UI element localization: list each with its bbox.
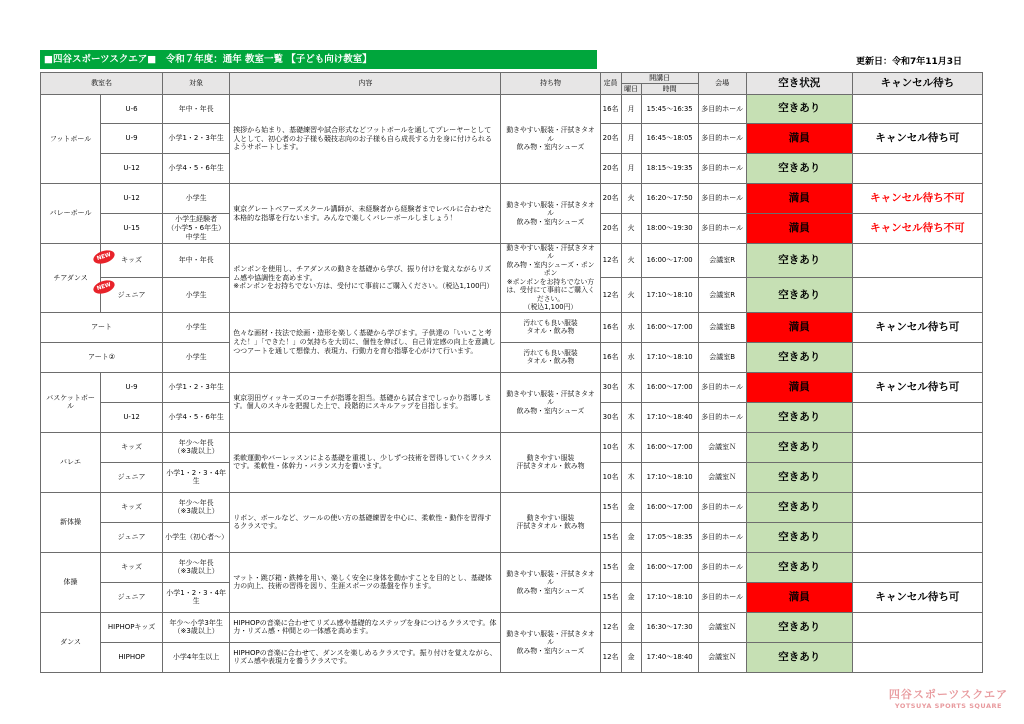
waitlist-text (852, 642, 982, 672)
row-day: 金 (621, 522, 641, 552)
row-time: 16:00～17:00 (641, 552, 698, 582)
waitlist-text (852, 95, 982, 124)
row-day: 水 (621, 342, 641, 372)
row-venue: 多目的ホール (698, 214, 746, 244)
status-badge: 空きあり (746, 642, 852, 672)
items-art2: 汚れても良い服装 タオル・飲み物 (501, 342, 600, 372)
row-venue: 会議室R (698, 278, 746, 312)
row-day: 月 (621, 95, 641, 124)
row-day: 金 (621, 492, 641, 522)
waitlist-text (852, 612, 982, 642)
row-cap: 20名 (600, 184, 621, 214)
status-badge: 満員 (746, 214, 852, 244)
new-badge: NEW (92, 248, 117, 266)
row-sub: ジュニア (101, 582, 163, 612)
row-day: 金 (621, 612, 641, 642)
desc-dance-hiphop: HIPHOPの音楽に合わせて、ダンスを楽しめるクラスです。振り付けを覚えながら、リズム感や表現力を養うクラスです。 (230, 642, 501, 672)
row-venue: 会議室Ｎ (698, 462, 746, 492)
status-badge: 満員 (746, 312, 852, 342)
row-cap: 16名 (600, 342, 621, 372)
status-badge: 満員 (746, 184, 852, 214)
row-venue: 多目的ホール (698, 522, 746, 552)
col-target: 対象 (163, 73, 230, 95)
col-capacity: 定員 (600, 73, 621, 95)
row-cap: 16名 (600, 95, 621, 124)
updated-date: 更新日：令和7年11月3日 (855, 57, 962, 67)
row-venue: 多目的ホール (698, 154, 746, 184)
waitlist-text (852, 522, 982, 552)
items-ballet: 動きやすい服装 汗拭きタオル・飲み物 (501, 432, 600, 492)
status-badge: 空きあり (746, 552, 852, 582)
brand-logo-jp: 四谷スポーツスクエア (888, 688, 1008, 701)
row-time: 16:30～17:30 (641, 612, 698, 642)
row-cap: 10名 (600, 432, 621, 462)
row-venue: 多目的ホール (698, 372, 746, 402)
desc-basketball: 東京羽田ヴィッキーズのコーチが指導を担当。基礎から試合までしっかり指導します。個人のスキルを把握した上で、段階的にスキルアップを目指します。 (230, 372, 501, 432)
row-target: 小学生 (163, 342, 230, 372)
desc-gym: リボン、ボールなど、ツールの使い方の基礎練習を中心に、柔軟性・動作を習得するクラスです。 (230, 492, 501, 552)
class-football: フットボール (41, 95, 101, 184)
row-day: 水 (621, 312, 641, 342)
row-sub: ジュニア (101, 278, 163, 312)
waitlist-text: キャンセル待ち可 (852, 582, 982, 612)
row-cap: 15名 (600, 522, 621, 552)
row-target: 小学1・2・3・4年生 (163, 462, 230, 492)
row-sub: U-9 (101, 124, 163, 154)
row-target: 小学生（初心者～） (163, 522, 230, 552)
row-sub: HIPHOPキッズ (101, 612, 163, 642)
brand-logo (889, 686, 1008, 710)
status-badge: 満員 (746, 372, 852, 402)
row-target: 小学4・5・6年生 (163, 402, 230, 432)
row-target: 小学1・2・3・4年生 (163, 582, 230, 612)
waitlist-text (852, 462, 982, 492)
waitlist-text: キャンセル待ち可 (852, 372, 982, 402)
status-badge: 空きあり (746, 522, 852, 552)
row-time: 16:00～17:00 (641, 372, 698, 402)
row-time: 18:00～19:30 (641, 214, 698, 244)
row-target: 小学生経験者 （小学5・6年生） 中学生 (163, 214, 230, 244)
row-venue: 多目的ホール (698, 124, 746, 154)
row-venue: 会議室R (698, 244, 746, 278)
row-day: 火 (621, 214, 641, 244)
row-sub: キッズ (101, 552, 163, 582)
status-badge: 空きあり (746, 95, 852, 124)
desc-cheer: ポンポンを使用し、チアダンスの動きを基礎から学び、振り付けを覚えながらリズム感や協調性を高めます。 ※ポンポンをお持ちでない方は、受付にて事前にご購入ください。（税込1,100円） (230, 244, 501, 313)
col-waitlist: キャンセル待ち (852, 73, 982, 95)
items-gym: 動きやすい服装 汗拭きタオル・飲み物 (501, 492, 600, 552)
row-time: 16:00～17:00 (641, 432, 698, 462)
row-venue: 多目的ホール (698, 552, 746, 582)
row-venue: 多目的ホール (698, 492, 746, 522)
waitlist-text: キャンセル待ち不可 (852, 184, 982, 214)
row-time: 18:15～19:35 (641, 154, 698, 184)
status-badge: 空きあり (746, 342, 852, 372)
waitlist-text (852, 552, 982, 582)
row-sub: U-12 (101, 154, 163, 184)
items-dance: 動きやすい服装・汗拭きタオル 飲み物・室内シューズ (501, 612, 600, 672)
col-held: 開講日 (621, 73, 698, 84)
row-time: 17:40～18:40 (641, 642, 698, 672)
row-target: 年少～年長 （※3歳以上） (163, 492, 230, 522)
row-cap: 15名 (600, 582, 621, 612)
row-time: 15:45～16:35 (641, 95, 698, 124)
row-time: 16:00～17:00 (641, 244, 698, 278)
row-day: 木 (621, 432, 641, 462)
row-day: 金 (621, 582, 641, 612)
row-target: 年少～年長 （※3歳以上） (163, 552, 230, 582)
class-gym: 新体操 (41, 492, 101, 552)
waitlist-text (852, 402, 982, 432)
row-day: 木 (621, 372, 641, 402)
items-pe: 動きやすい服装・汗拭きタオル 飲み物・室内シューズ (501, 552, 600, 612)
class-ballet: バレエ (41, 432, 101, 492)
row-venue: 会議室B (698, 312, 746, 342)
waitlist-text (852, 342, 982, 372)
row-target: 小学1・2・3年生 (163, 124, 230, 154)
row-sub: ジュニア (101, 522, 163, 552)
row-venue: 多目的ホール (698, 184, 746, 214)
row-time: 17:10～18:40 (641, 402, 698, 432)
row-day: 木 (621, 462, 641, 492)
row-target: 年中・年長 (163, 244, 230, 278)
row-sub: キッズ (101, 492, 163, 522)
row-cap: 20名 (600, 124, 621, 154)
waitlist-text (852, 154, 982, 184)
row-cap: 30名 (600, 402, 621, 432)
desc-volleyball: 東京グレートベアーズスクール講師が、未経験者から経験者までレベルに合わせた本格的な指導を行ないます。みんなで楽しくバレーボールしましょう！ (230, 184, 501, 244)
row-time: 17:10～18:10 (641, 462, 698, 492)
col-items: 持ち物 (501, 73, 600, 95)
row-cap: 15名 (600, 552, 621, 582)
row-cap: 12名 (600, 612, 621, 642)
waitlist-text (852, 244, 982, 278)
row-venue: 多目的ホール (698, 402, 746, 432)
status-badge: 空きあり (746, 278, 852, 312)
row-target: 小学4年生以上 (163, 642, 230, 672)
row-sub: キッズ (101, 244, 163, 278)
row-cap: 30名 (600, 372, 621, 402)
waitlist-text (852, 432, 982, 462)
desc-football: 挨拶から始まり、基礎練習や試合形式などフットボールを通してプレーヤーとして人として、初心者のお子様も競技志向のお子様も自ら成長する力を身に付けられるようサポートします。 (230, 95, 501, 184)
status-badge: 満員 (746, 124, 852, 154)
row-cap: 12名 (600, 278, 621, 312)
row-target: 小学1・2・3年生 (163, 372, 230, 402)
class-table (40, 72, 983, 673)
status-badge: 空きあり (746, 432, 852, 462)
waitlist-text (852, 492, 982, 522)
waitlist-text: キャンセル待ち不可 (852, 214, 982, 244)
waitlist-text (852, 278, 982, 312)
row-venue: 会議室B (698, 342, 746, 372)
row-venue: 会議室Ｎ (698, 642, 746, 672)
waitlist-text: キャンセル待ち可 (852, 312, 982, 342)
row-time: 16:20～17:50 (641, 184, 698, 214)
class-pe: 体操 (41, 552, 101, 612)
row-time: 17:10～18:10 (641, 582, 698, 612)
row-cap: 20名 (600, 154, 621, 184)
desc-pe: マット・跳び箱・鉄棒を用い、楽しく安全に身体を動かすことを目的とし、基礎体力の向上、技術の習得を図り、生涯スポーツの基盤を作ります。 (230, 552, 501, 612)
desc-ballet: 柔軟運動やバーレッスンによる基礎を重視し、少しずつ技術を習得していくクラスです。柔軟性・体幹力・バランス力を養います。 (230, 432, 501, 492)
col-time: 時間 (641, 84, 698, 95)
row-sub: U-9 (101, 372, 163, 402)
class-basketball: バスケットボール (41, 372, 101, 432)
row-day: 金 (621, 552, 641, 582)
row-time: 17:05～18:35 (641, 522, 698, 552)
row-sub: U-12 (101, 402, 163, 432)
waitlist-text: キャンセル待ち可 (852, 124, 982, 154)
items-cheer: 動きやすい服装・汗拭きタオル 飲み物・室内シューズ・ポンポン ※ポンポンをお持ちでない方は、受付にて事前にご購入ください。 （税込1,100円） (501, 244, 600, 313)
row-target: 小学生 (163, 278, 230, 312)
row-time: 16:45～18:05 (641, 124, 698, 154)
row-target: 小学4・5・6年生 (163, 154, 230, 184)
col-day: 曜日 (621, 84, 641, 95)
row-sub: キッズ (101, 432, 163, 462)
row-sub: U-12 (101, 184, 163, 214)
class-cheer: チアダンス (41, 244, 101, 313)
page-title: ■四谷スポーツスクエア■ 令和７年度：通年 教室一覧 【子ども向け教室】 (40, 50, 597, 69)
row-target: 年中・年長 (163, 95, 230, 124)
row-target: 年少～年長 （※3歳以上） (163, 432, 230, 462)
row-day: 月 (621, 154, 641, 184)
row-sub: ジュニア (101, 462, 163, 492)
desc-art: 色々な画材・技法で絵画・造形を楽しく基礎から学びます。子供達の「いいこと考えた！」「できた！」の気持ちを大切に、個性を伸ばし、自己肯定感の向上を意識しつつアートを通して想像力、表現力、行動力を育む指導を心がけて行います。 (230, 312, 501, 372)
row-day: 火 (621, 184, 641, 214)
desc-dance-kids: HIPHOPの音楽に合わせてリズム感や基礎的なステップを身につけるクラスです。体力・リズム感・仲間との一体感を高めます。 (230, 612, 501, 642)
row-day: 木 (621, 402, 641, 432)
row-time: 16:00～17:00 (641, 312, 698, 342)
row-time: 17:10～18:10 (641, 342, 698, 372)
row-sub: U-15 (101, 214, 163, 244)
items-football: 動きやすい服装・汗拭きタオル 飲み物・室内シューズ (501, 95, 600, 184)
row-venue: 多目的ホール (698, 95, 746, 124)
row-venue: 会議室Ｎ (698, 612, 746, 642)
row-cap: 20名 (600, 214, 621, 244)
col-venue: 会場 (698, 73, 746, 95)
row-target: 小学生 (163, 184, 230, 214)
row-sub: U-6 (101, 95, 163, 124)
col-content: 内容 (230, 73, 501, 95)
status-badge: 空きあり (746, 402, 852, 432)
class-art: アート (41, 312, 163, 342)
row-cap: 16名 (600, 312, 621, 342)
items-volleyball: 動きやすい服装・汗拭きタオル 飲み物・室内シューズ (501, 184, 600, 244)
row-day: 火 (621, 244, 641, 278)
items-art: 汚れても良い服装 タオル・飲み物 (501, 312, 600, 342)
status-badge: 空きあり (746, 612, 852, 642)
row-target: 年少～小学3年生 （※3歳以上） (163, 612, 230, 642)
row-sub: HIPHOP (101, 642, 163, 672)
row-time: 17:10～18:10 (641, 278, 698, 312)
class-art2: アート② (41, 342, 163, 372)
row-cap: 10名 (600, 462, 621, 492)
status-badge: 空きあり (746, 492, 852, 522)
status-badge: 空きあり (746, 462, 852, 492)
status-badge: 満員 (746, 582, 852, 612)
brand-logo-en: YOTSUYA SPORTS SQUARE (894, 702, 1002, 710)
class-dance: ダンス (41, 612, 101, 672)
row-venue: 会議室Ｎ (698, 432, 746, 462)
row-cap: 12名 (600, 244, 621, 278)
row-day: 月 (621, 124, 641, 154)
row-venue: 多目的ホール (698, 582, 746, 612)
items-basketball: 動きやすい服装・汗拭きタオル 飲み物・室内シューズ (501, 372, 600, 432)
status-badge: 空きあり (746, 154, 852, 184)
class-volleyball: バレーボール (41, 184, 101, 244)
class-rows (41, 95, 983, 673)
col-class-name: 教室名 (41, 73, 163, 95)
new-badge: NEW (92, 278, 117, 296)
col-status: 空き状況 (746, 73, 852, 95)
row-day: 金 (621, 642, 641, 672)
row-time: 16:00～17:00 (641, 492, 698, 522)
status-badge: 空きあり (746, 244, 852, 278)
row-cap: 12名 (600, 642, 621, 672)
row-cap: 15名 (600, 492, 621, 522)
row-day: 火 (621, 278, 641, 312)
row-target: 小学生 (163, 312, 230, 342)
